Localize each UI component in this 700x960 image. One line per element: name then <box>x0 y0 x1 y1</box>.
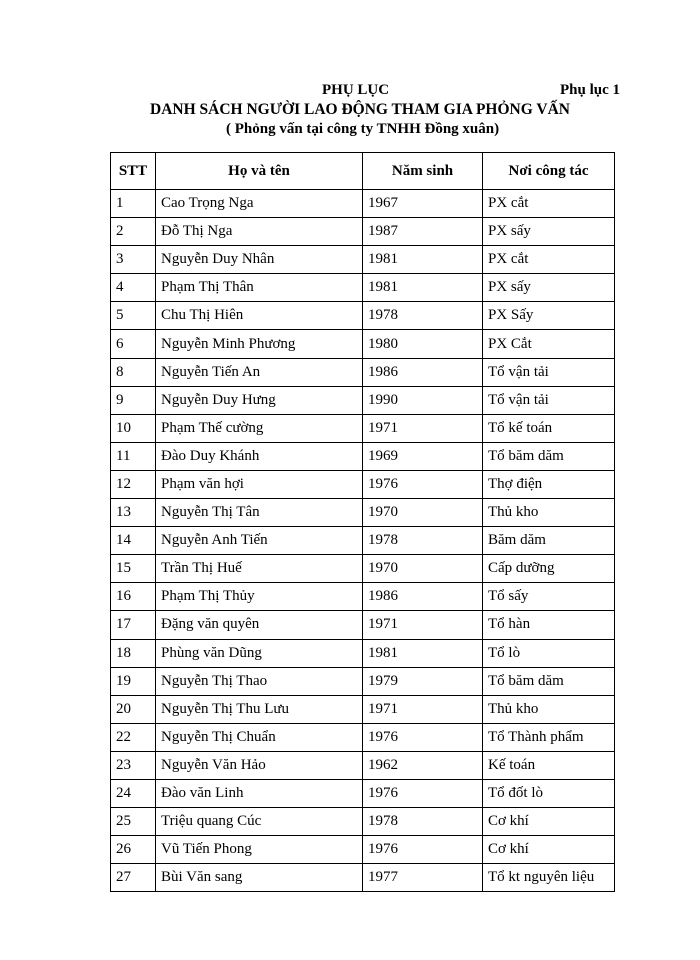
table-body <box>111 190 615 892</box>
cell-name: Vũ Tiến Phong <box>156 836 363 864</box>
cell-workplace: Tổ kt nguyên liệu <box>483 864 615 892</box>
cell-stt: 19 <box>111 667 156 695</box>
cell-name: Chu Thị Hiên <box>156 302 363 330</box>
column-header-stt: STT <box>111 153 156 190</box>
cell-workplace: Cơ khí <box>483 836 615 864</box>
list-title: DANH SÁCH NGƯỜI LAO ĐỘNG THAM GIA PHỎNG VẤN <box>150 101 570 118</box>
cell-stt: 12 <box>111 470 156 498</box>
cell-stt: 24 <box>111 779 156 807</box>
cell-birth-year: 1977 <box>363 864 483 892</box>
cell-name: Nguyễn Minh Phương <box>156 330 363 358</box>
table-row <box>111 808 615 836</box>
table-row <box>111 555 615 583</box>
cell-workplace: Thủ kho <box>483 499 615 527</box>
cell-workplace: PX Sấy <box>483 302 615 330</box>
cell-name: Phạm văn hợi <box>156 470 363 498</box>
cell-name: Nguyễn Văn Hảo <box>156 751 363 779</box>
table-header-row <box>111 153 615 190</box>
column-header-birth-year: Năm sinh <box>363 153 483 190</box>
cell-name: Nguyễn Duy Hưng <box>156 386 363 414</box>
cell-birth-year: 1978 <box>363 808 483 836</box>
table-row <box>111 583 615 611</box>
cell-stt: 16 <box>111 583 156 611</box>
cell-stt: 14 <box>111 527 156 555</box>
cell-name: Nguyễn Thị Thao <box>156 667 363 695</box>
cell-name: Nguyễn Thị Tân <box>156 499 363 527</box>
cell-workplace: PX sấy <box>483 274 615 302</box>
cell-stt: 11 <box>111 442 156 470</box>
table-row <box>111 442 615 470</box>
cell-name: Phạm Thị Thủy <box>156 583 363 611</box>
cell-stt: 9 <box>111 386 156 414</box>
table-row <box>111 330 615 358</box>
cell-name: Phạm Thị Thân <box>156 274 363 302</box>
table-row <box>111 218 615 246</box>
cell-birth-year: 1987 <box>363 218 483 246</box>
table-row <box>111 414 615 442</box>
cell-workplace: Cơ khí <box>483 808 615 836</box>
cell-name: Nguyễn Thị Thu Lưu <box>156 695 363 723</box>
cell-birth-year: 1976 <box>363 836 483 864</box>
list-subtitle: ( Phỏng vấn tại công ty TNHH Đồng xuân) <box>226 121 500 137</box>
cell-stt: 3 <box>111 246 156 274</box>
cell-workplace: PX cắt <box>483 190 615 218</box>
cell-workplace: Thủ kho <box>483 695 615 723</box>
cell-stt: 2 <box>111 218 156 246</box>
cell-name: Phạm Thế cường <box>156 414 363 442</box>
cell-workplace: Tổ lò <box>483 639 615 667</box>
appendix-title: PHỤ LỤC <box>322 82 390 98</box>
cell-stt: 10 <box>111 414 156 442</box>
cell-name: Đào văn Linh <box>156 779 363 807</box>
cell-stt: 25 <box>111 808 156 836</box>
cell-birth-year: 1967 <box>363 190 483 218</box>
cell-name: Nguyễn Anh Tiến <box>156 527 363 555</box>
cell-birth-year: 1979 <box>363 667 483 695</box>
cell-workplace: Tổ sấy <box>483 583 615 611</box>
cell-workplace: Tổ vận tải <box>483 386 615 414</box>
table-row <box>111 499 615 527</box>
cell-workplace: Cấp dưỡng <box>483 555 615 583</box>
table-row <box>111 836 615 864</box>
cell-name: Trần Thị Huế <box>156 555 363 583</box>
cell-birth-year: 1969 <box>363 442 483 470</box>
cell-name: Phùng văn Dũng <box>156 639 363 667</box>
cell-birth-year: 1981 <box>363 246 483 274</box>
cell-birth-year: 1970 <box>363 555 483 583</box>
table-row <box>111 864 615 892</box>
cell-name: Đặng văn quyên <box>156 611 363 639</box>
cell-stt: 27 <box>111 864 156 892</box>
table-row <box>111 751 615 779</box>
appendix-number: Phụ lục 1 <box>560 82 621 98</box>
table-row <box>111 611 615 639</box>
cell-name: Đỗ Thị Nga <box>156 218 363 246</box>
table-row <box>111 190 615 218</box>
cell-name: Nguyễn Tiến An <box>156 358 363 386</box>
cell-name: Nguyễn Duy Nhân <box>156 246 363 274</box>
cell-stt: 6 <box>111 330 156 358</box>
cell-birth-year: 1962 <box>363 751 483 779</box>
cell-workplace: PX Cắt <box>483 330 615 358</box>
table-row <box>111 695 615 723</box>
table-row <box>111 302 615 330</box>
table-row <box>111 246 615 274</box>
cell-stt: 5 <box>111 302 156 330</box>
cell-workplace: Băm dăm <box>483 527 615 555</box>
cell-workplace: Tổ vận tải <box>483 358 615 386</box>
header-line <box>0 82 700 102</box>
cell-stt: 15 <box>111 555 156 583</box>
cell-name: Nguyễn Thị Chuẩn <box>156 723 363 751</box>
cell-stt: 1 <box>111 190 156 218</box>
table-row <box>111 667 615 695</box>
cell-birth-year: 1978 <box>363 302 483 330</box>
cell-stt: 23 <box>111 751 156 779</box>
interviewee-table <box>110 152 615 892</box>
cell-workplace: Tổ băm dăm <box>483 667 615 695</box>
cell-workplace: Tổ băm dăm <box>483 442 615 470</box>
cell-stt: 13 <box>111 499 156 527</box>
cell-workplace: Thợ điện <box>483 470 615 498</box>
cell-birth-year: 1981 <box>363 274 483 302</box>
cell-birth-year: 1976 <box>363 723 483 751</box>
cell-workplace: PX sấy <box>483 218 615 246</box>
cell-birth-year: 1976 <box>363 779 483 807</box>
table-row <box>111 723 615 751</box>
table-row <box>111 358 615 386</box>
table-row <box>111 470 615 498</box>
column-header-name: Họ và tên <box>156 153 363 190</box>
cell-workplace: Tổ Thành phẩm <box>483 723 615 751</box>
cell-birth-year: 1978 <box>363 527 483 555</box>
column-header-workplace: Nơi công tác <box>483 153 615 190</box>
cell-birth-year: 1980 <box>363 330 483 358</box>
cell-workplace: Kế toán <box>483 751 615 779</box>
cell-workplace: Tổ đốt lò <box>483 779 615 807</box>
cell-stt: 17 <box>111 611 156 639</box>
table-row <box>111 274 615 302</box>
cell-stt: 4 <box>111 274 156 302</box>
cell-birth-year: 1971 <box>363 611 483 639</box>
cell-name: Bùi Văn sang <box>156 864 363 892</box>
cell-birth-year: 1986 <box>363 583 483 611</box>
cell-workplace: Tổ kế toán <box>483 414 615 442</box>
cell-birth-year: 1976 <box>363 470 483 498</box>
cell-stt: 20 <box>111 695 156 723</box>
cell-birth-year: 1986 <box>363 358 483 386</box>
cell-stt: 22 <box>111 723 156 751</box>
cell-stt: 18 <box>111 639 156 667</box>
table-row <box>111 779 615 807</box>
cell-birth-year: 1970 <box>363 499 483 527</box>
cell-birth-year: 1971 <box>363 414 483 442</box>
cell-name: Đào Duy Khánh <box>156 442 363 470</box>
cell-birth-year: 1990 <box>363 386 483 414</box>
cell-name: Cao Trọng Nga <box>156 190 363 218</box>
cell-stt: 26 <box>111 836 156 864</box>
cell-name: Triệu quang Cúc <box>156 808 363 836</box>
table-row <box>111 527 615 555</box>
table-row <box>111 639 615 667</box>
cell-stt: 8 <box>111 358 156 386</box>
cell-workplace: PX cắt <box>483 246 615 274</box>
cell-birth-year: 1981 <box>363 639 483 667</box>
cell-workplace: Tổ hàn <box>483 611 615 639</box>
cell-birth-year: 1971 <box>363 695 483 723</box>
table-row <box>111 386 615 414</box>
